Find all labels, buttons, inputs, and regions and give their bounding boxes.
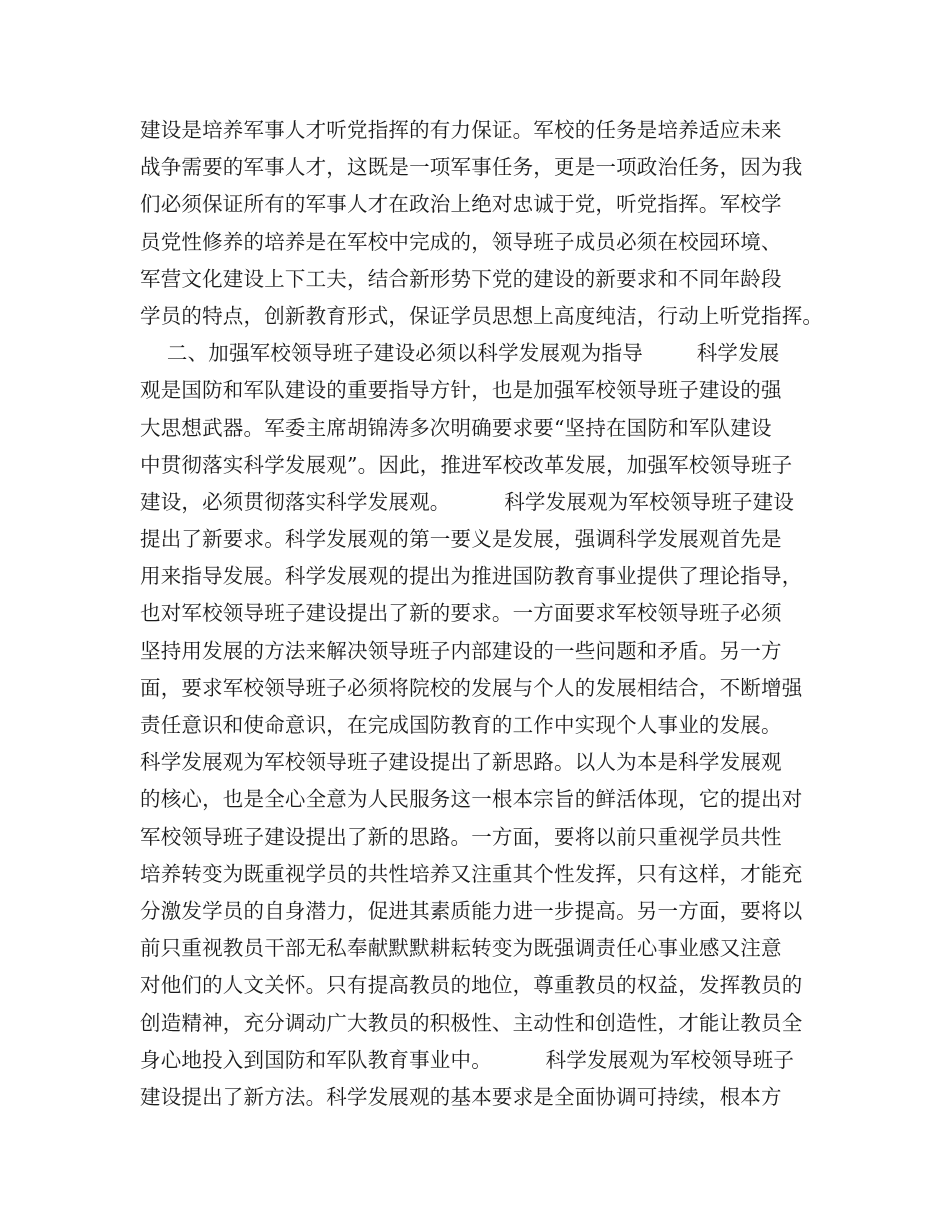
text-line: 员党性修养的培养是在军校中完成的，领导班子成员必须在校园环境、: [140, 229, 782, 254]
text-line: 分激发学员的自身潜力，促进其素质能力进一步提高。另一方面，要将以: [140, 898, 803, 923]
text-line: 面，要求军校领导班子必须将院校的发展与个人的发展相结合，不断增强: [140, 675, 803, 700]
text-line: 身心地投入到国防和军队教育事业中。 科学发展观为军校领导班子: [140, 1047, 795, 1072]
text-line: 责任意识和使命意识，在完成国防教育的工作中实现个人事业的发展。: [140, 713, 782, 737]
text-line: 观是国防和军队建设的重要指导方针，也是加强军校领导班子建设的强: [140, 378, 782, 403]
text-line: 也对军校领导班子建设提出了新的要求。一方面要求军校领导班子必须: [140, 601, 782, 626]
text-line: 提出了新要求。科学发展观的第一要义是发展，强调科学发展观首先是: [140, 527, 782, 552]
text-line: 前只重视教员干部无私奉献默默耕耘转变为既强调责任心事业感又注意: [140, 936, 782, 961]
text-line: 创造精神，充分调动广大教员的积极性、主动性和创造性，才能让教员全: [140, 1010, 803, 1035]
text-line: 大思想武器。军委主席胡锦涛多次明确要求要“坚持在国防和军队建设: [140, 415, 772, 440]
text-line: 战争需要的军事人才，这既是一项军事任务，更是一项政治任务，因为我: [140, 155, 803, 180]
text-line: 军校领导班子建设提出了新的思路。一方面，要将以前只重视学员共性: [140, 824, 782, 849]
section-heading-line: 二、加强军校领导班子建设必须以科学发展观为指导 科学发展: [140, 341, 780, 366]
text-line: 坚持用发展的方法来解决领导班子内部建设的一些问题和矛盾。另一方: [140, 638, 782, 663]
text-line: 建设是培养军事人才听党指挥的有力保证。军校的任务是培养适应未来: [140, 118, 782, 142]
text-line: 军营文化建设上下工夫，结合新形势下党的建设的新要求和不同年龄段: [140, 266, 782, 291]
text-line: 建设，必须贯彻落实科学发展观。 科学发展观为军校领导班子建设: [140, 489, 795, 514]
text-line: 科学发展观为军校领导班子建设提出了新思路。以人为本是科学发展观: [140, 750, 782, 775]
text-line: 们必须保证所有的军事人才在政治上绝对忠诚于党，听党指挥。军校学: [140, 192, 782, 217]
text-line: 用来指导发展。科学发展观的提出为推进国防教育事业提供了理论指导，: [140, 564, 803, 589]
text-line: 培养转变为既重视学员的共性培养又注重其个性发挥，只有这样，才能充: [140, 861, 803, 886]
text-line: 学员的特点，创新教育形式，保证学员思想上高度纯洁，行动上听党指挥。: [140, 303, 824, 328]
text-line: 对他们的人文关怀。只有提高教员的地位，尊重教员的权益，发挥教员的: [140, 973, 803, 998]
text-line: 的核心，也是全心全意为人民服务这一根本宗旨的鲜活体现，它的提出对: [140, 787, 803, 812]
text-line: 建设提出了新方法。科学发展观的基本要求是全面协调可持续，根本方: [140, 1084, 782, 1109]
body-text: [140, 112, 830, 1116]
text-line: 中贯彻落实科学发展观”。因此，推进军校改革发展，加强军校领导班子: [140, 452, 793, 477]
